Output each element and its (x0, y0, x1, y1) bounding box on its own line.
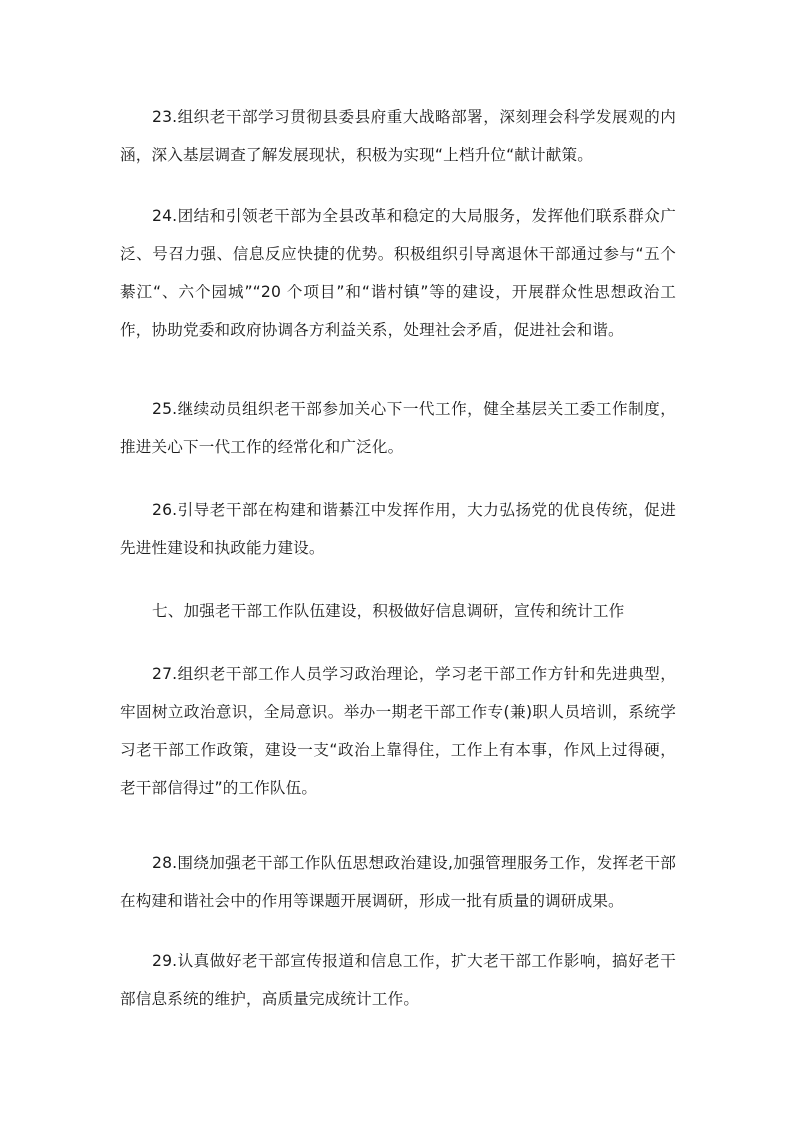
paragraph-29: 29.认真做好老干部宣传报道和信息工作，扩大老干部工作影响，搞好老干部信息系统的维护，高质量完成统计工作。 (120, 952, 676, 1008)
paragraph-26: 26.引导老干部在构建和谐綦江中发挥作用，大力弘扬党的优良传统，促进先进性建设和执政能力建设。 (120, 501, 676, 557)
paragraph-23: 23.组织老干部学习贯彻县委县府重大战略部署，深刻理会科学发展观的内涵，深入基层调查了解发展现状，积极为实现“上档升位“献计献策。 (120, 108, 676, 164)
section-heading-7: 七、加强老干部工作队伍建设，积极做好信息调研，宣传和统计工作 (152, 602, 625, 620)
paragraph-24: 24.团结和引领老干部为全县改革和稳定的大局服务，发挥他们联系群众广泛、号召力强、信息反应快捷的优势。积极组织引导离退休干部通过参与“五个綦江“、六个园城”“20 个项目”和“谐村镇”等的建设，开展群众性思想政治工作，协助党委和政府协调各方利益关系，处理社会矛盾，促进社会和谐。 (120, 207, 676, 339)
paragraph-25: 25.继续动员组织老干部参加关心下一代工作，健全基层关工委工作制度，推进关心下一代工作的经常化和广泛化。 (120, 400, 676, 456)
paragraph-27: 27.组织老干部工作人员学习政治理论，学习老干部工作方针和先进典型，牢固树立政治意识，全局意识。举办一期老干部工作专(兼)职人员培训，系统学习老干部工作政策，建设一支“政治上靠得住，工作上有本事，作风上过得硬，老干部信得过”的工作队伍。 (120, 665, 676, 797)
paragraph-28: 28.围绕加强老干部工作队伍思想政治建设,加强管理服务工作，发挥老干部在构建和谐社会中的作用等课题开展调研，形成一批有质量的调研成果。 (120, 854, 676, 910)
